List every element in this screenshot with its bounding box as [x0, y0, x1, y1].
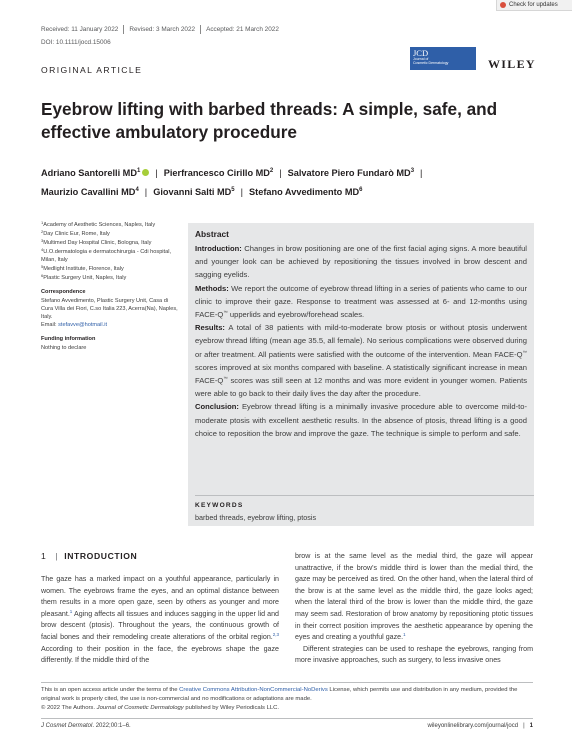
date-divider	[123, 25, 124, 34]
abstract-introduction: Introduction: Changes in brow positioning are one of the first facial aging signs. A more beautiful and younger look can be achieved by repositioning the tissues involved in brow descent and sagging eyelids.	[195, 244, 527, 280]
body-column-left	[41, 574, 279, 667]
journal-logo[interactable]	[410, 47, 476, 70]
section-number: 1	[41, 551, 47, 561]
journal-logo-line2: Cosmetic Dermatology	[413, 61, 449, 65]
affiliation: $^4$U.O.dermatologia e dermatochirurgia - Cdi hospital, Milan, Italy	[41, 247, 172, 263]
affiliation: $^1$Academy of Aesthetic Sciences, Naples, Italy	[41, 220, 156, 228]
page-number: 1	[529, 723, 533, 729]
journal-logo-line1: Journal of	[413, 57, 429, 61]
page-footer-divider	[41, 718, 533, 719]
article-type: ORIGINAL ARTICLE	[41, 65, 143, 75]
affiliation: $^5$Medlight Institute, Florence, Italy	[41, 264, 124, 272]
affiliation: $^3$Multimed Day Hospital Clinic, Bologna, Italy	[41, 238, 152, 246]
author[interactable]: Stefano Avvedimento $MD^6$	[249, 187, 363, 197]
publisher-logo[interactable]: WILEY	[488, 57, 536, 71]
keywords-heading: KEYWORDS	[195, 502, 244, 509]
section-title: INTRODUCTION	[64, 551, 138, 561]
author[interactable]: Adriano Santorelli $MD^1$	[41, 168, 141, 178]
correspondence-heading: Correspondence	[41, 289, 86, 295]
journal-citation: J Cosmet Dermatol. 2022;00:1–6.	[41, 723, 131, 729]
abstract-results: Results: A total of 38 patients with mild-to-moderate brow ptosis or without ptosis underwent eyebrow thread lifting (mean age 35.5, all female). No serious complications were observed during or after treatment. All patients were satisfied with the outcome of the intervention. Mean FACE-Q™ scores improved at six months compared with baseline. A statistically significant increase in mean FACE-Q™ scores was still seen at 12 months and was more evident in younger women. Patients were able to go back to their daily lives the day after the procedure.	[195, 323, 527, 399]
footer-divider	[41, 682, 533, 683]
affiliation: $^2$Day Clinic Eur, Rome, Italy	[41, 229, 110, 237]
journal-url[interactable]: wileyonlinelibrary.com/journal/jocd	[427, 723, 519, 729]
paragraph: brow is at the same level as the medial third, the gaze will appear unattractive, if the brow's middle third is lower than the medial third, the gaze may be perceived as tired. On the other hand, when the lateral third of the brow is at the same level as the middle third, the gaze looks aged; when the lateral third of the brow is lower than the middle third, the gaze may seem sad. Restoration of brow anatomy by repositioning ptotic tissues in their correct position improves the aesthetic appearance by opening the eyes and creating a youthful gaze.$^1$	[295, 552, 533, 642]
abstract-box	[188, 223, 534, 526]
abstract-conclusion: Conclusion: Eyebrow thread lifting is a minimally invasive procedure able to overcome mild-to-moderate ptosis with excellent aesthetic results. In the absence of ptosis, thread lifting is a good choice to reposition the brow and improve the gaze. The technique is simple to perform and safe.	[195, 402, 527, 438]
affiliation: $^6$Plastic Surgery Unit, Naples, Italy	[41, 273, 127, 281]
funding-text: Nothing to declare	[41, 345, 87, 351]
keywords-divider	[195, 495, 534, 496]
author[interactable]: Pierfrancesco Cirillo $MD^2$	[163, 168, 274, 178]
doi[interactable]: DOI: 10.1111/jocd.15006	[41, 39, 111, 46]
abstract-heading: Abstract	[195, 229, 229, 239]
page-footer-right: wileyonlinelibrary.com/journal/jocd | 1	[427, 723, 533, 729]
author[interactable]: Maurizio Cavallini $MD^4$	[41, 187, 139, 197]
paragraph: The gaze has a marked impact on a youthful appearance, particularly in women. The eyebrows frame the eyes, and an optimal distance between them results in a more open gaze, seen by others as younger and more pleasant.$^1$ Aging affects all tissues and induces sagging in the upper lid and brow descent (ptosis). Throughout the years, the continuous growth of facial bones and their remodeling create alterations of the orbital region.$^{2,3}$ According to their position in the face, the eyebrows shape the gaze differently. If the middle third of the	[41, 575, 279, 665]
author-list: Adriano Santorelli $MD^1$ | Pierfrancesco Cirillo $MD^2$ | Salvatore Piero Fundarò $MD^3$ | Maurizio Cavallini $MD^4$ | Giovanni Salti $MD^5$ | Stefano Avvedimento $MD^6$	[41, 168, 423, 197]
title-line-2: effective ambulatory procedure	[41, 122, 297, 142]
body-column-right	[295, 551, 533, 667]
license-link[interactable]: Creative Commons Attribution-NonCommercial-NoDerivs	[179, 687, 328, 693]
article-title	[41, 98, 521, 144]
article-dates	[41, 25, 279, 34]
revised-date: Revised: 3 March 2022	[129, 26, 196, 33]
license-note: This is an open access article under the terms of the Creative Commons Attribution-NonCommercial-NoDerivs License, which permits use and distribution in any medium, provided the original work is properly cited, the use is non-commercial and no modifications or adaptations are made. © 2022 The Authors. Journal of Cosmetic Dermatology published by Wiley Periodicals LLC.	[41, 687, 518, 711]
author[interactable]: Giovanni Salti $MD^5$	[153, 187, 235, 197]
section-heading: 1 | INTRODUCTION	[41, 551, 138, 561]
update-icon	[500, 2, 506, 8]
correspondence-text: Stefano Avvedimento, Plastic Surgery Unit, Casa di Cura Villa dei Fiori, C.so Italia 223, Acerra(Na), Naples, Italy. Email: stefavve@hotmail.it	[41, 298, 178, 328]
abstract-methods: Methods: We report the outcome of eyebrow thread lifting in a series of patients who came to our clinic to improve their gaze. Response to treatment was assessed at 6- and 12-months using FACE-Q™ upperlids and eyebrow/forehead scales.	[195, 283, 527, 320]
funding-heading: Funding information	[41, 336, 96, 342]
keywords: barbed threads, eyebrow lifting, ptosis	[195, 513, 317, 522]
correspondence-email[interactable]: stefavve@hotmail.it	[58, 322, 108, 328]
author[interactable]: Salvatore Piero Fundarò $MD^3$	[287, 168, 415, 178]
citation-link[interactable]: 1	[69, 608, 73, 614]
check-for-updates-badge[interactable]	[496, 0, 572, 11]
orcid-icon[interactable]	[142, 169, 149, 176]
citation-link[interactable]: 1	[403, 632, 406, 638]
citation-link[interactable]: 2,3	[272, 631, 279, 637]
check-for-updates-label: Check for updates	[509, 2, 558, 8]
paragraph: Different strategies can be used to reshape the eyebrows, ranging from more invasive approaches, such as surgery, to less invasive ones	[295, 644, 533, 665]
title-line-1: Eyebrow lifting with barbed threads: A simple, safe, and	[41, 99, 498, 119]
date-divider	[200, 25, 201, 34]
journal-logo-abbr: JCD	[413, 48, 429, 58]
accepted-date: Accepted: 21 March 2022	[206, 26, 279, 33]
received-date: Received: 11 January 2022	[41, 26, 119, 33]
affiliations	[41, 221, 181, 353]
